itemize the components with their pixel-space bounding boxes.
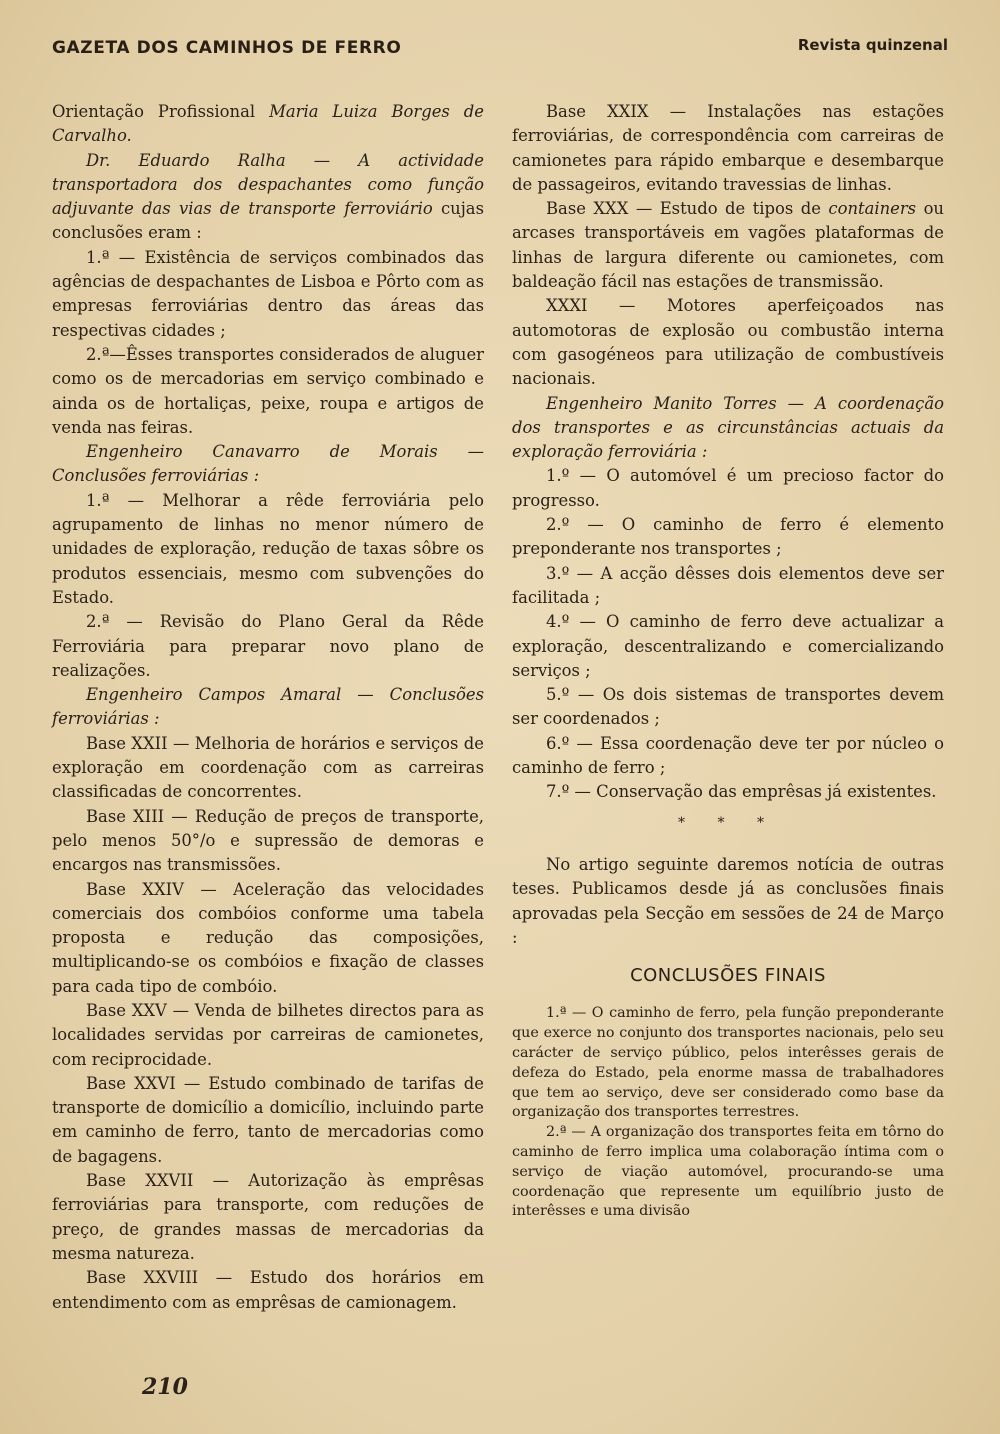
paragraph: 2.º — O caminho de ferro é elemento preponderante nos transportes ; bbox=[512, 515, 944, 559]
paragraph: 7.º — Conservação das emprêsas já existentes. bbox=[546, 782, 937, 802]
thesis-title: Engenheiro Campos Amaral — Conclusões ferroviárias : bbox=[52, 685, 484, 729]
paragraph: Base XXVI — Estudo combinado de tarifas de transporte de domicílio a domicílio, incluindo parte em caminho de ferro, tanto de mercadorias como de bagagens. bbox=[52, 1073, 484, 1166]
paragraph: Base XXVIII — Estudo dos horários em entendimento com as emprêsas de camionagem. bbox=[52, 1268, 484, 1312]
paragraph: 6.º — Essa coordenação deve ter por núcleo o caminho de ferro ; bbox=[512, 733, 944, 778]
paragraph: 1.º — O automóvel é um precioso factor do progresso. bbox=[512, 466, 944, 510]
journal-subtitle: Revista quinzenal bbox=[797, 36, 948, 54]
section-heading: CONCLUSÕES FINAIS bbox=[630, 965, 826, 987]
paragraph: Base XXV — Venda de bilhetes directos para as localidades servidas por carreiras de camionetes, com reciprocidade. bbox=[52, 1000, 484, 1069]
paragraph: 1.ª — Melhorar a rêde ferroviária pelo agrupamento de linhas no menor número de unidades de exploração, redução de taxas sôbre os produtos essenciais, mesmo com subvenções do Estado. bbox=[52, 490, 484, 607]
text: ou arcases transportáveis em vagões plataformas de linhas de largura diferente ou camionetes, com baldeação fácil nas estações de transmissão. bbox=[512, 199, 944, 292]
right-column bbox=[512, 100, 944, 1222]
paragraph: Base XIII — Redução de preços de transporte, pelo menos 50°/o e supressão de demoras e encargos nas transmissões. bbox=[52, 806, 484, 875]
paragraph: 4.º — O caminho de ferro deve actualizar a exploração, descentralizando e comercializando serviços ; bbox=[512, 612, 944, 680]
paragraph: Base XXVII — Autorização às emprêsas ferroviárias para transporte, com reduções de preço, de grandes massas de mercadorias da mesma natureza. bbox=[52, 1171, 484, 1263]
paragraph: Base XXIX — Instalações nas estações ferroviárias, de correspondência com carreiras de camionetes para rápido embarque e desembarque de passageiros, evitando travessias de linhas. bbox=[512, 102, 944, 194]
paragraph: No artigo seguinte daremos notícia de outras teses. Publicamos desde já as conclusões finais aprovadas pela Secção em sessões de 24 de Março : bbox=[512, 854, 944, 947]
paragraph: Base XXIV — Aceleração das velocidades comerciais dos combóios conforme uma tabela proposta e redução das composições, multiplicando-se os combóios e fixação de classes para cada tipo de combóio. bbox=[52, 879, 484, 996]
paragraph: 1.ª — O caminho de ferro, pela função preponderante que exerce no conjunto dos transportes nacionais, pelo seu carácter de serviço público, pelos interêsses gerais de defeza do Estado, pela enorme massa de trabalhadores que tem ao serviço, deve ser considerado como base da organização dos transportes terrestres. bbox=[512, 1005, 944, 1121]
paragraph: 2.ª — Revisão do Plano Geral da Rêde Ferroviária para preparar novo plano de realizações. bbox=[52, 612, 484, 680]
paragraph: 5.º — Os dois sistemas de transportes devem ser coordenados ; bbox=[512, 685, 944, 729]
paragraph: 1.ª — Existência de serviços combinados das agências de despachantes de Lisboa e Pôrto com as empresas ferroviárias dentro das áreas das respectivas cidades ; bbox=[52, 247, 484, 340]
paragraph: XXXI — Motores aperfeiçoados nas automotoras de explosão ou combustão interna com gasogéneos para utilização de combustíveis nacionais. bbox=[512, 296, 944, 389]
paragraph bbox=[512, 197, 944, 294]
journal-title: GAZETA DOS CAMINHOS DE FERRO bbox=[52, 38, 402, 58]
paragraph: 2.ª—Êsses transportes considerados de aluguer como os de mercadorias em serviço combinado e ainda os de hortaliças, peixe, roupa e artigos de venda nas feiras. bbox=[52, 344, 484, 437]
paragraph: 3.º — A acção dêsses dois elementos deve ser facilitada ; bbox=[512, 563, 944, 607]
text: Orientação Profissional bbox=[52, 102, 270, 121]
text: containers bbox=[828, 199, 917, 219]
text: Base XXX — Estudo de tipos de bbox=[546, 199, 829, 219]
thesis-title: Engenheiro Manito Torres — A coordenação dos transportes e as circunstâncias actuais da exploração ferroviária : bbox=[512, 393, 944, 462]
paragraph: Base XXII — Melhoria de horários e serviços de exploração em coordenação com as carreiras classificadas de concorrentes. bbox=[52, 733, 484, 802]
author-name: Maria Luiza Borges de Carvalho. bbox=[52, 102, 484, 146]
paragraph bbox=[52, 100, 484, 149]
thesis-title: Dr. Eduardo Ralha — A actividade transportadora dos despachantes como função adjuvante das vias de transporte ferroviário bbox=[52, 150, 484, 219]
text: cujas conclusões eram : bbox=[52, 199, 484, 243]
thesis-title: Engenheiro Canavarro de Morais — Conclusões ferroviárias : bbox=[52, 442, 484, 486]
paragraph bbox=[52, 149, 484, 246]
left-column bbox=[52, 100, 484, 1315]
paragraph: 2.ª — A organização dos transportes feita em tôrno do caminho de ferro implica uma colaboração íntima com o serviço de viação automóvel, procurando-se uma coordenação que represente um equilíbrio justo de interêsses e uma divisão bbox=[512, 1124, 944, 1220]
section-divider: * * * bbox=[678, 814, 778, 831]
page-number: 210 bbox=[142, 1374, 188, 1400]
